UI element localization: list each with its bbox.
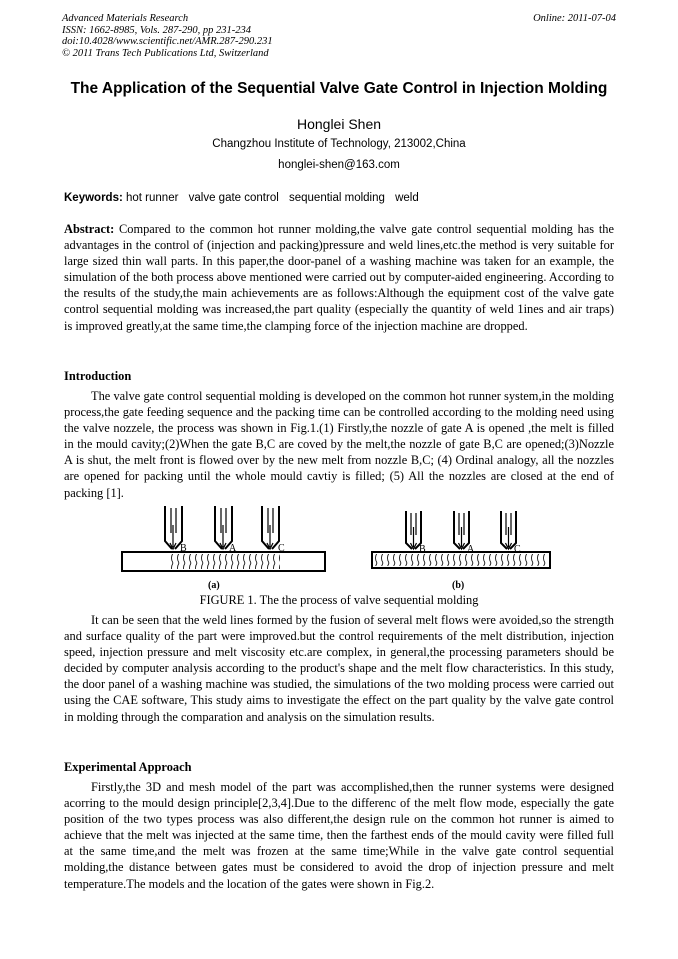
gate-label-c: C	[278, 543, 285, 554]
experimental-paragraph-1: Firstly,the 3D and mesh model of the part was accomplished,then the runner systems were designed acorring to the mould design principle[2,3,4].Due to the differenc of the melt flow mode, especially the gate position of the two types process was also different,the design rule on the common hot runner is aimed to achieve that the melt was injected at the same time, then the farthest ends of the mould cavity were filled full at the same time,and the melt was frozen at the same time;While in the valve gate control sequential molding,the distance between gates must be considered to avoid the drop of injection pressure and melt temperature.The models and the location of the gates were shown in Fig.2.	[64, 780, 614, 891]
introduction-paragraph-2: It can be seen that the weld lines formed by the fusion of several melt flows were avoided,so the strength and surface quality of the part were improved.but the control requirements of the melt distribution, injection speed, injection pressure and melt viscosity etc.are complex, in general,the processing parameters should be decided by computer analysis according to the product's shape and the melt flow characteristics. In this study, the door panel of a washing machine was studied, the simulations of the two molding process were carried out using the CAE software, This study aims to investigate the effect on the part quality by the valve gate control in molding through the comparation and analysis on the simulation results.	[64, 613, 614, 724]
valve-nozzle-c	[262, 506, 279, 549]
abstract	[64, 221, 614, 334]
online-date: Online: 2011-07-04	[533, 13, 616, 24]
author-name: Honglei Shen	[296, 116, 382, 132]
valve-gate-diagram	[110, 503, 570, 593]
keywords	[64, 192, 614, 204]
affiliation: Changzhou Institute of Technology, 213002,China	[212, 138, 466, 150]
author-email: honglei-shen@163.com	[278, 159, 400, 171]
melt-front-b	[374, 554, 548, 566]
issn-line: ISSN: 1662-8985, Vols. 287-290, pp 231-234	[62, 24, 251, 36]
diagram-a	[122, 506, 325, 591]
introduction-heading: Introduction	[64, 369, 132, 383]
figure-caption: FIGURE 1. The the process of valve sequential molding	[199, 593, 479, 607]
keyword-item: hot runner	[126, 192, 179, 204]
journal-header	[62, 13, 616, 59]
subfigure-label-a: (a)	[208, 580, 220, 591]
abstract-text: Compared to the common hot runner molding,the valve gate control sequential molding has the advantages in the control of (injection and packing)pressure and weld lines,etc.the method is very suitable for large sized thin wall parts. In this paper,the door-panel of a washing machine was taken for an example, the simulation of the both process above mentioned were carried out by computer-aided engineering. According to the results of the study,the main achievements are as follows:Although the equipment cost of the valve gate control sequential molding was increased,the part quality (especially the quantity of weld 1ines and air traps) is improved greatly,at the same time,the clamping force of the injection machine are dropped.	[64, 222, 614, 333]
copyright-line: © 2011 Trans Tech Publications Ltd, Switzerland	[62, 47, 269, 59]
subfigure-label-b: (b)	[452, 580, 465, 591]
experimental-heading: Experimental Approach	[64, 760, 192, 774]
journal-name: Advanced Materials Research	[62, 13, 189, 24]
abstract-label: Abstract:	[64, 222, 115, 236]
keyword-item: valve gate control	[188, 192, 279, 204]
gate-label-b: B	[419, 544, 426, 555]
keyword-item: weld	[395, 192, 419, 204]
gate-label-b: B	[180, 543, 187, 554]
paper-title: The Application of the Sequential Valve Gate Control in Injection Molding	[70, 80, 608, 97]
keywords-label: Keywords:	[64, 192, 123, 204]
keyword-item: sequential molding	[288, 192, 385, 204]
gate-label-a: A	[467, 544, 475, 555]
gate-label-a: A	[229, 543, 237, 554]
melt-front-a	[168, 554, 280, 569]
figure-1	[110, 503, 570, 593]
introduction-paragraph-1: The valve gate control sequential molding is developed on the common hot runner system,in the molding process,the gate feeding sequence and the packing time can be controlled according to the molding need using the valve nozzele, the process was shown in Fig.1.(1) Firstly,the nozzle of gate A is opened ,the melt is filled in the mould cavity;(2)When the gate B,C are coved by the melt,the nozzle of gate B,C are opened;(3)Nozzle A is shut, the melt front is flowed over by the new melt from nozzle B,C; (4) Ordinal analogy, all the nozzles are opened for packing until the whole mould cavtiy is filled; (5) All the nozzles are closed at the end of packing [1].	[64, 389, 614, 500]
doi-line: doi:10.4028/www.scientific.net/AMR.287-290.231	[62, 36, 273, 47]
diagram-b	[372, 511, 550, 591]
gate-label-c: C	[514, 544, 521, 555]
